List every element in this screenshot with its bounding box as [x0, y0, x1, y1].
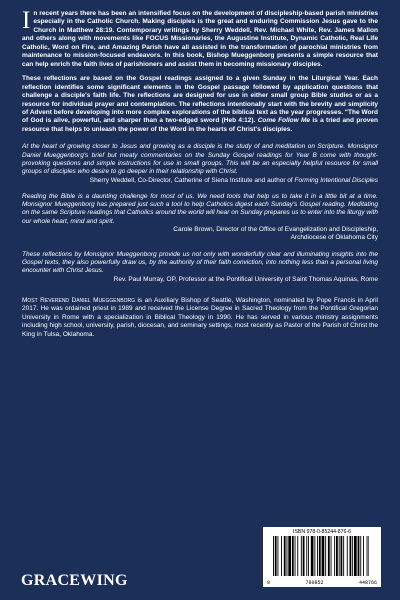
- endorsement-attribution-2: Carole Brown, Director of the Office of Evangelization and Discipleship,: [173, 226, 378, 234]
- endorsement-quote-1: At the heart of growing closer to Jesus and growing as a disciple is the study of and meditation on Scripture. Monsignor Daniel Mueggenborg's brief but meaty commentaries on the Sunday Gospel readings for Year B come with thought-provoking questions and simple instructions for use in small groups. This will be an especially helpful resource for small groups of disciples who desire to go deeper in their relationship with Christ.: [22, 143, 378, 176]
- barcode-digit-lead: 9: [267, 580, 271, 586]
- barcode-digit-group-1: 780852: [305, 580, 324, 586]
- publisher-logo: GRACEWING: [21, 572, 128, 589]
- author-name: Most Reverend Daniel Mueggenborg: [22, 296, 135, 304]
- barcode-icon: [273, 536, 369, 576]
- barcode-digits: [267, 580, 377, 586]
- endorsement-attribution-2-line2: Archdiocese of Oklahoma City: [290, 234, 378, 242]
- barcode-box: [263, 527, 381, 587]
- isbn-label: ISBN 978-0-85244-876-6: [293, 529, 351, 535]
- intro-paragraph: [22, 7, 378, 69]
- drop-cap: I: [22, 7, 31, 34]
- book-title-inline: Come Follow Me: [257, 117, 311, 125]
- endorsement-attribution-1: [22, 177, 378, 185]
- intro-text: n recent years there has been an intensified focus on the development of discipleship-based parish ministries especially in the Catholic Church. Making disciples is the great and enduring Commission Jesus gave to the Church in Matthew 28:19. Contemporary writings by Sherry Weddell, Rev. Michael White, Rev. James Mallon and others along with movements like FOCUS Missionaries, the Augustine Institute, Dynamic Catholic, Real Life Catholic, Word on Fire, and Amazing Parish have all assisted in the transformation of parochial ministries from maintenance to mission-focused endeavors. In this book, Bishop Mueggenborg presents a simple resource that can help enrich the faith lives of parishioners and assist them in becoming missionary disciples.: [22, 10, 378, 68]
- author-bio: [22, 297, 378, 339]
- reflections-text-before: These reflections are based on the Gospel readings assigned to a given Sunday in the Liturgical Year. Each reflection identifies some significant elements in the Gospel passage followed by application questions that challenge a disciple's faith life. The reflections are designed for use in either small group Bible studies or as a resource for individual prayer and contemplation. The reflections intentionally start with the brevity and simplicity of Advent before developing into more complex explorations of the biblical text as the year progresses. "The Word of God is alive, powerful, and sharper than a two-edged sword (Heb 4:12).: [22, 75, 378, 125]
- endorsement-quote-2: Reading the Bible is a daunting challenge for most of us. We need tools that help us to take it in a little bit at a time. Monsignor Mueggenborg has prepared just such a tool to help Catholics digest each Sunday's Gospel reading. Meditating on the same Scripture readings that Catholics around the world will hear on Sunday prepares us to enter into the liturgy with our whole heart, mind and spirit.: [22, 192, 378, 225]
- reflections-paragraph: [22, 75, 378, 134]
- attribution-1-book: Forming Intentional Disciples: [294, 176, 378, 184]
- endorsement-attribution-3: Rev. Paul Murray, OP, Professor at the Pontifical University of Saint Thomas Aquinas, Rome: [113, 275, 378, 283]
- author-bio-text: is an Auxiliary Bishop of Seattle, Washington, nominated by Pope Francis in April 2017. He was ordained priest in 1989 and received the License Degree in Sacred Theology from the Pontifical Gregorian University in Rome with a specialization in Biblical Theology in 1990. He has served in various ministry assignments including high school, university, parish, diocesan, and seminary settings, most recently as Pastor of the Parish of Christ the King in Tulsa, Oklahoma.: [22, 296, 378, 338]
- reflections-text-after: is a tried and proven resource that helps to unleash the power of the Word in the hearts of Christ's disciples.: [22, 117, 378, 133]
- barcode-digit-group-2: 448766: [358, 580, 377, 586]
- attribution-1-text: Sherry Weddell, Co-Director, Catherine of Siena Institute and author of: [89, 176, 295, 184]
- endorsement-quote-3: These reflections by Monsignor Mueggenborg provide us not only with wonderfully clear and illuminating insights into the Gospel texts, they also powerfully draw us, by the authority of their faith conviction, into nothing less than a personal living encounter with Christ Jesus.: [22, 250, 378, 275]
